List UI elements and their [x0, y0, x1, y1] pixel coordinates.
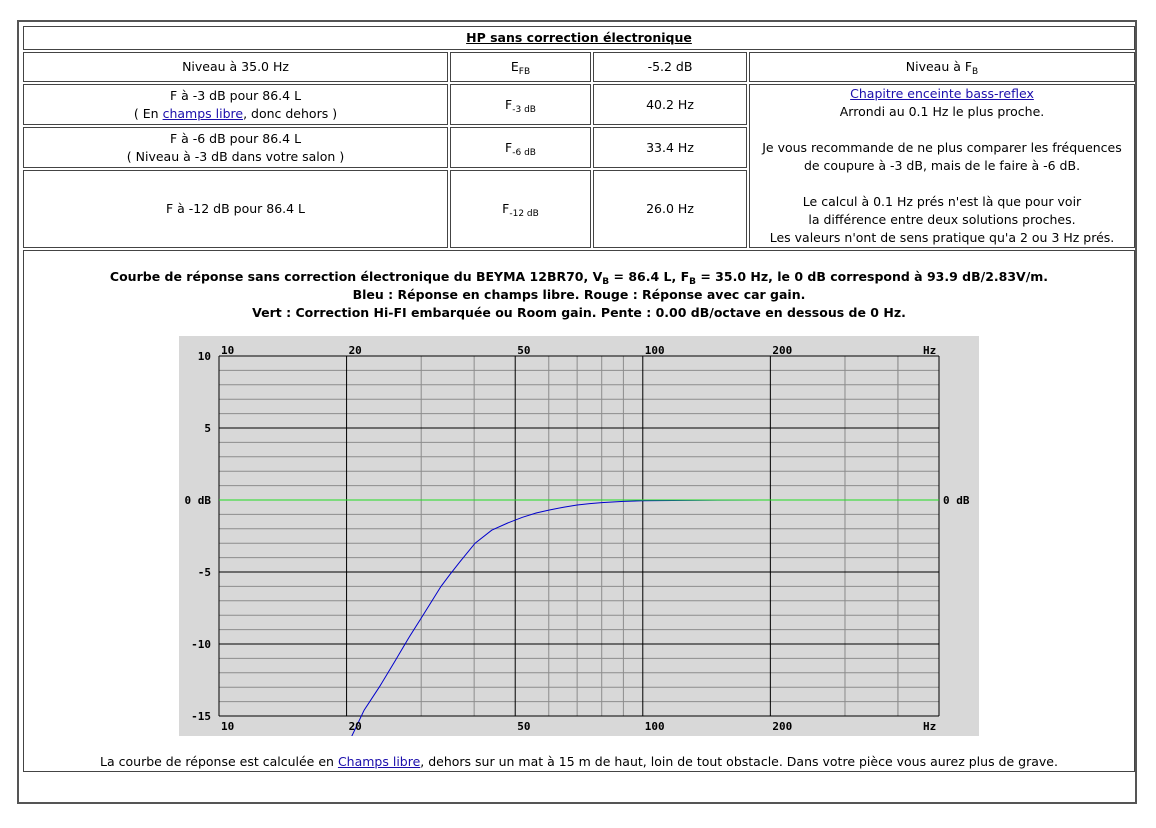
champs-libre-link[interactable]: champs libre: [162, 105, 244, 121]
x-tick-label-bottom: 10: [221, 720, 235, 733]
notes-cell: Chapitre enceinte bass-reflex Arrondi au 0.1 Hz le plus proche. Je vous recommande de ne plus comparer les fréquences de coupure à -3 dB, mais de le faire à -6 dB. Le calcul à 0.1 Hz prés n'est là que pour voir la différence entre deux solutions proches. Les valeurs n'ont de sens pratique qu'a 2 ou 3 Hz prés.: [749, 84, 1135, 248]
chart-caption-line2: Bleu : Réponse en champs libre. Rouge : Réponse avec car gain.: [352, 287, 806, 302]
f3-label: F à -3 dB pour 86.4 L ( En champs libre, donc dehors ): [23, 84, 448, 125]
f6-value: 33.4 Hz: [593, 127, 747, 168]
page-frame: [17, 20, 1137, 804]
results-table: [21, 24, 1137, 774]
y-tick-label: 10: [197, 350, 211, 363]
right-zero-label: 0 dB: [943, 494, 970, 507]
plot-background: [179, 336, 979, 736]
x-tick-label-top: 10: [221, 344, 235, 357]
champs-libre-footer-link[interactable]: Champs libre: [337, 754, 421, 769]
y-tick-label: 5: [204, 422, 211, 435]
x-unit-label-bottom: Hz: [923, 720, 937, 733]
f12-symbol: $F_{-12 dB}$: [450, 170, 591, 248]
efb-symbol: $E_{FB}$: [450, 52, 591, 82]
x-tick-label-bottom: 50: [517, 720, 531, 733]
f3-value: 40.2 Hz: [593, 84, 747, 125]
f12-label: F à -12 dB pour 86.4 L: [23, 170, 448, 248]
bass-reflex-chapter-link[interactable]: Chapitre enceinte bass-reflex: [850, 86, 1034, 101]
y-tick-label: -10: [191, 638, 211, 651]
x-tick-label-top: 200: [772, 344, 793, 357]
y-tick-label: -5: [197, 566, 211, 579]
response-chart: [179, 336, 979, 736]
chart-caption-line3: Vert : Correction Hi-FI embarquée ou Room gain. Pente : 0.00 dB/octave en dessous de 0 Hz.: [252, 305, 906, 320]
y-tick-label: 0 dB: [184, 494, 211, 507]
level-label: Niveau à 35.0 Hz: [23, 52, 448, 82]
chart-cell: [23, 250, 1135, 772]
x-tick-label-top: 100: [644, 344, 665, 357]
efb-value: -5.2 dB: [593, 52, 747, 82]
f12-value: 26.0 Hz: [593, 170, 747, 248]
f3-symbol: $F_{-3 dB}$: [450, 84, 591, 125]
x-tick-label-bottom: 20: [348, 720, 362, 733]
f6-symbol: $F_{-6 dB}$: [450, 127, 591, 168]
x-tick-label-bottom: 200: [772, 720, 793, 733]
x-tick-label-bottom: 100: [644, 720, 665, 733]
table-title: HP sans correction électronique: [23, 26, 1135, 50]
f6-label: F à -6 dB pour 86.4 L ( Niveau à -3 dB dans votre salon ): [23, 127, 448, 168]
chart-caption-line1: Courbe de réponse sans correction électronique du BEYMA 12BR70, $V_B = 86.4$ L, $F_B = 35.0$ Hz, le 0 dB correspond à 93.9 dB/2.83V/m.: [109, 269, 1049, 287]
y-tick-label: -15: [191, 710, 211, 723]
chart-footer: La courbe de réponse est calculée en Champs libre, dehors sur un mat à 15 m de haut, loin de tout obstacle. Dans votre pièce vous aurez plus de grave.: [100, 754, 1058, 769]
level-fb-label: Niveau à $F_B$: [749, 52, 1135, 82]
x-tick-label-top: 50: [517, 344, 531, 357]
x-unit-label-top: Hz: [923, 344, 937, 357]
x-tick-label-top: 20: [348, 344, 362, 357]
